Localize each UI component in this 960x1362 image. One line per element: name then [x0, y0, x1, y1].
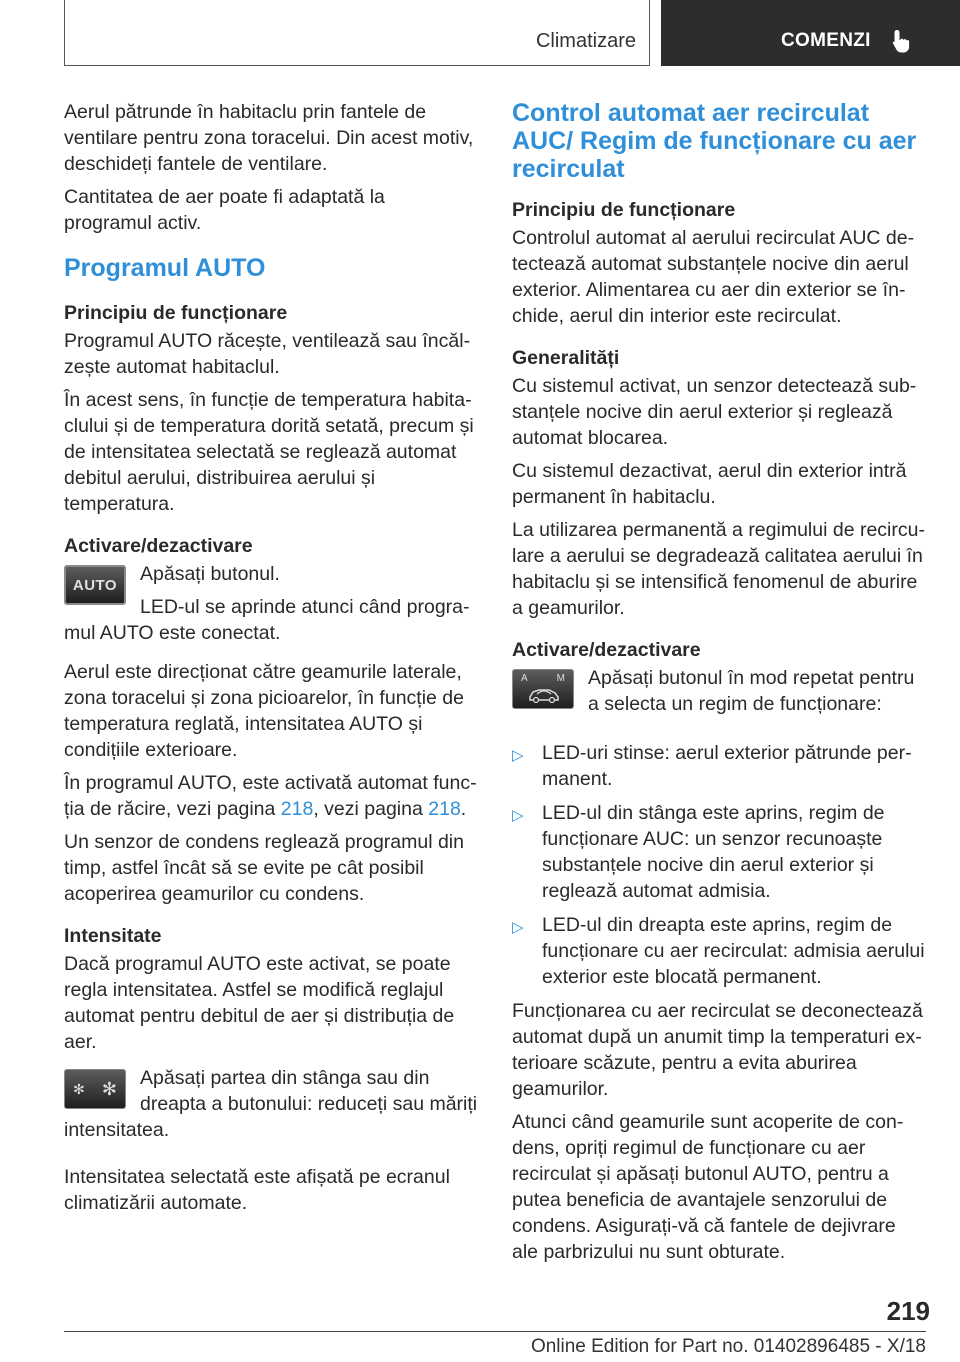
- subheading-principle: Principiu de funcționare: [64, 302, 288, 324]
- paragraph: Aerul pătrunde în habitaclu prin fantele de ventilare pentru zona toracelui. Din acest motiv, deschideți fantele de ventilare.: [64, 101, 474, 175]
- paragraph: Apăsați butonul în mod repetat pentru a selecta un regim de funcționare:: [588, 667, 915, 715]
- edition-text: Online Edition for Part no. 01402896485 - X/18: [530, 1336, 926, 1357]
- recirc-label-m: M: [556, 673, 565, 684]
- paragraph: Programul AUTO răcește, ventilează sau încălzește automat habitaclul.: [64, 330, 471, 378]
- fan-button-instruction: [64, 1065, 478, 1150]
- paragraph: Dacă programul AUTO este activat, se poate regla intensitatea. Astfel se modifică reglajul automat pentru debitul de aer și distribuția de aer.: [64, 953, 455, 1053]
- chapter-tab[interactable]: [661, 0, 960, 66]
- recirc-button-instruction: [512, 665, 926, 724]
- triangle-bullet-icon: ▷: [512, 807, 524, 824]
- paragraph: Controlul automat al aerului recirculat AUC detectează automat substanțele nocive din aerul exterior. Alimentarea cu aer din exterior se închide, aerul din interior este recirculat.: [512, 227, 915, 327]
- paragraph: Funcționarea cu aer recirculat se deconectează automat după un anumit timp la temperaturi exterioare scăzute, pentru a evita aburirea geamurilor.: [512, 1000, 923, 1100]
- paragraph: Atunci când geamurile sunt acoperite de condens, opriți regimul de funcționare cu aer recirculat și apăsați butonul AUTO, pentru a putea beneficia de avantajele senzorului de condens. Asigurați-vă că fantele de dejivrare ale parbrizului nu sunt obturate.: [512, 1111, 904, 1263]
- subheading-intensity: Intensitate: [64, 925, 162, 947]
- heading-auto-program: Programul AUTO: [64, 254, 266, 282]
- page-number: 219: [886, 1296, 930, 1326]
- subheading-general: Generalități: [512, 347, 620, 369]
- car-recirculation-icon: [527, 684, 561, 704]
- right-column: [512, 99, 926, 1272]
- auto-button-instruction: [64, 561, 478, 653]
- paragraph: Apăsați partea din stânga sau din dreapta a butonului: reduceți sau măriți intensitatea.: [64, 1067, 478, 1141]
- subheading-activation: Activare/dezactivare: [512, 639, 701, 661]
- recirculation-button-image: [512, 669, 574, 709]
- fan-large-icon: ✻: [101, 1078, 117, 1099]
- heading-auc: Control automat aer recirculat AUC/ Regim de funcționare cu aer recirculat: [512, 99, 917, 183]
- page-link[interactable]: 218: [280, 798, 314, 820]
- pointing-hand-icon: [889, 28, 915, 54]
- paragraph: La utilizarea permanentă a regimului de recirculare a aerului se degradează calitatea aerului în habitaclu și se intensifică fenomenul de aburire a geamurilor.: [512, 519, 925, 619]
- paragraph: În acest sens, în funcție de temperatura habitaclului și de temperatura dorită setată, precum și de intensitatea selectată se reglează automat debitul aerului, distribuirea aerului și temperatura.: [64, 389, 474, 515]
- list-item: ▷ LED-ul din stânga este aprins, regim de funcționare AUC: un senzor recunoaște substanțele nocive din aerul exterior și reglează automat admisia.: [512, 802, 885, 902]
- page-header: [64, 0, 960, 66]
- triangle-bullet-icon: ▷: [512, 747, 524, 764]
- fan-button-image: [64, 1069, 126, 1109]
- triangle-bullet-icon: ▷: [512, 919, 524, 936]
- paragraph: Apăsați butonul.: [140, 563, 280, 585]
- list-item: ▷ LED-ul din dreapta este aprins, regim de funcționare cu aer recirculat: admisia aerului exterior este blocată permanent.: [512, 914, 925, 988]
- paragraph: Un senzor de condens reglează programul din timp, astfel încât să se evite pe cât posibil acoperirea geamurilor cu condens.: [64, 831, 464, 905]
- left-column: [64, 99, 478, 1223]
- subheading-activation: Activare/dezactivare: [64, 535, 253, 557]
- list-item: ▷ LED-uri stinse: aerul exterior pătrunde permanent.: [512, 742, 912, 790]
- recirc-label-a: A: [521, 673, 528, 684]
- footer-divider: [64, 1331, 926, 1332]
- fan-small-icon: ✻: [73, 1080, 85, 1097]
- page-link[interactable]: 218: [428, 798, 461, 820]
- auto-button-image: [64, 565, 126, 605]
- paragraph: Intensitatea selectată este afișată pe ecranul climatizării automate.: [64, 1166, 450, 1214]
- paragraph: Cantitatea de aer poate fi adaptată la programul activ.: [64, 186, 385, 234]
- paragraph: LED-ul se aprinde atunci când programul AUTO este conectat.: [64, 596, 470, 644]
- paragraph: În programul AUTO, este activată automat funcția de răcire, vezi pagina 218, vezi pagina 218.: [64, 772, 477, 820]
- paragraph: Cu sistemul dezactivat, aerul din exterior intră permanent în habitaclu.: [512, 460, 907, 508]
- auto-button-label: AUTO: [72, 576, 118, 594]
- mode-list: [512, 740, 926, 990]
- subheading-principle: Principiu de funcționare: [512, 199, 736, 221]
- paragraph: Cu sistemul activat, un senzor detectează substanțele nocive din aerul exterior și reglează automat blocarea.: [512, 375, 917, 449]
- chapter-title: COMENZI: [781, 30, 871, 51]
- paragraph: Aerul este direcționat către geamurile laterale, zona toracelui și zona picioarelor, în funcție de temperatura reglată, intensitatea AUTO și condițiile exterioare.: [64, 661, 464, 761]
- section-title: Climatizare: [535, 29, 636, 52]
